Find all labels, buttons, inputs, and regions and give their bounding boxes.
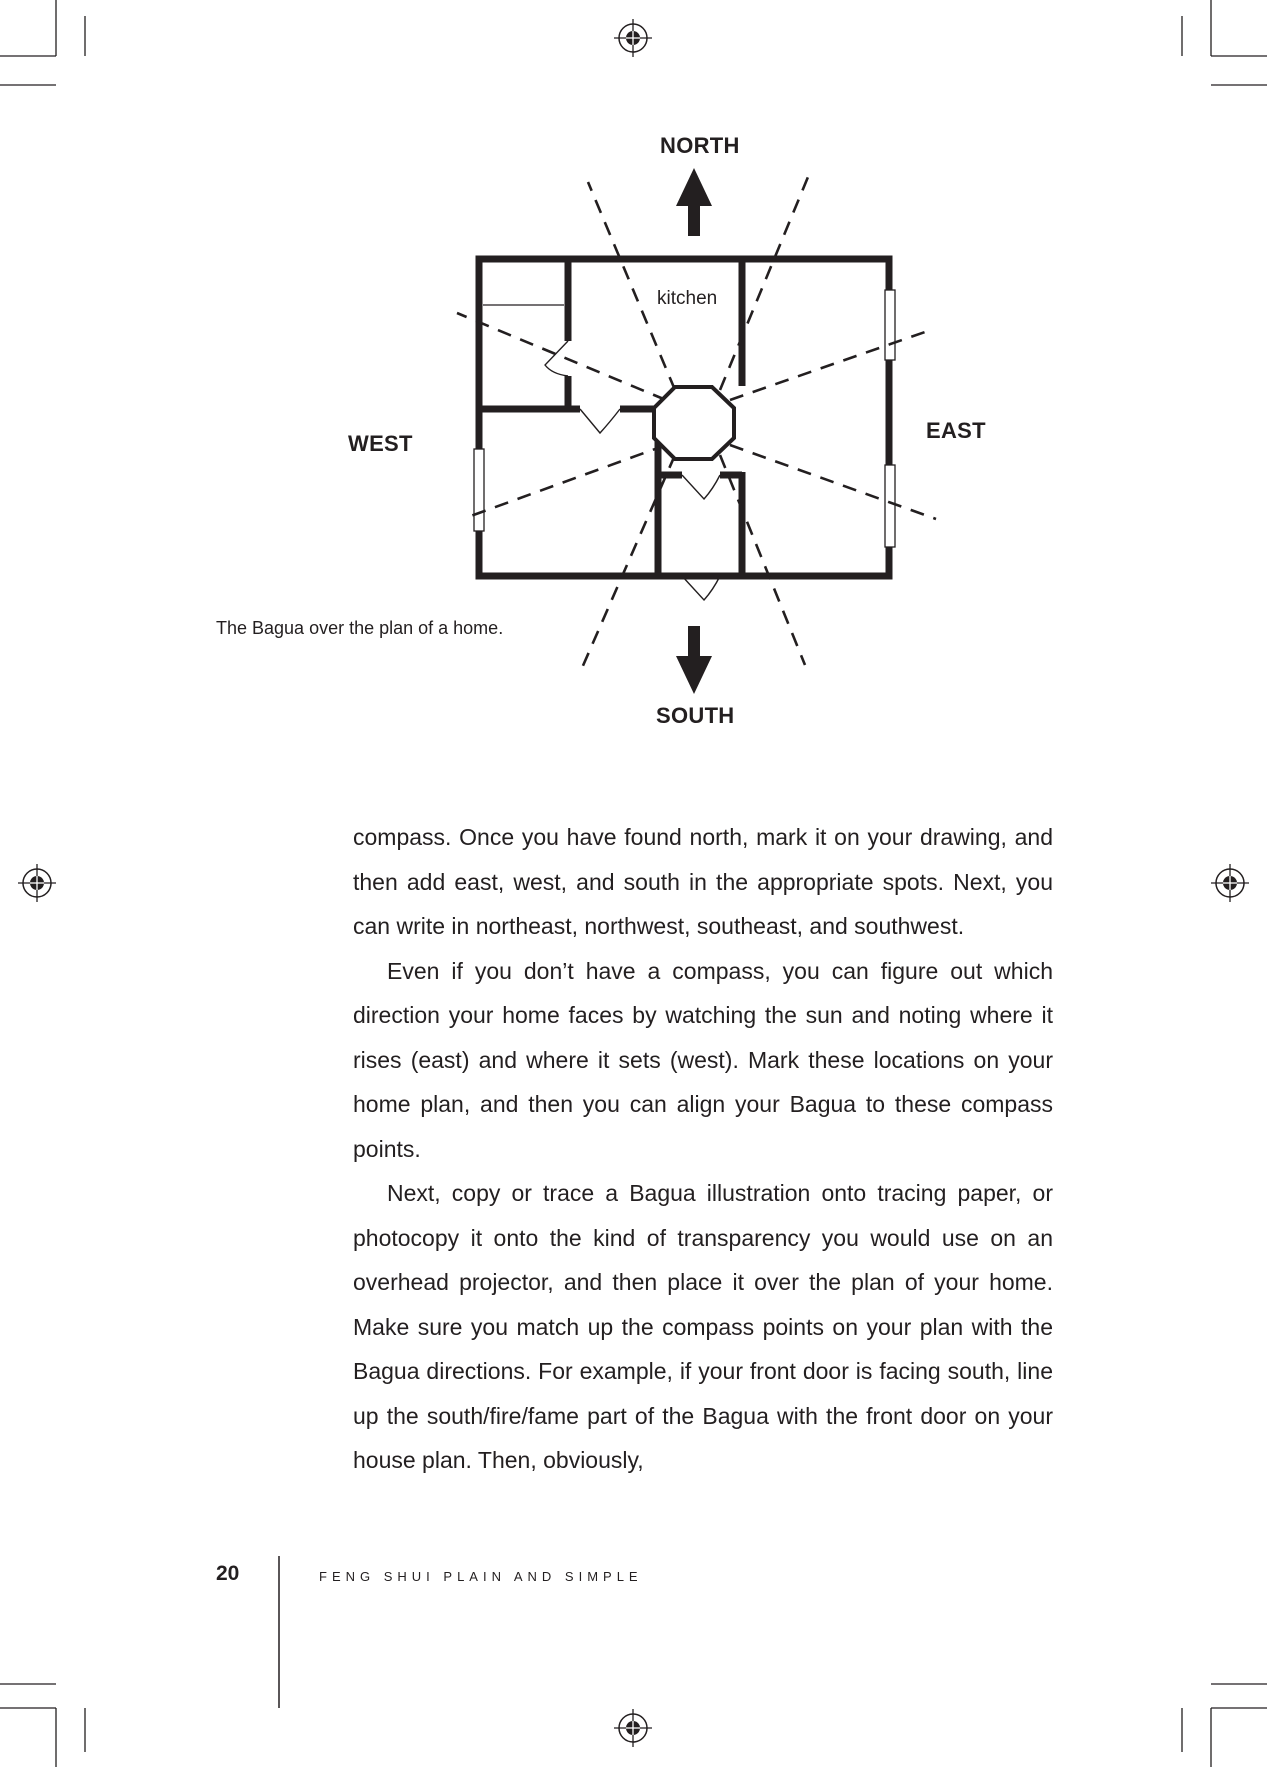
bagua-line [730,332,925,400]
bagua-octagon [654,387,734,459]
door-swing [682,576,720,600]
south-label: SOUTH [656,703,735,728]
north-label: NORTH [660,133,740,158]
bagua-line [468,445,666,517]
bagua-line [457,313,666,400]
paragraph: Even if you don’t have a compass, you can figure out which direction your home faces by watching the sun and noting where it rises (east) and where it sets (west). Mark these locations on your home plan, and then you can align your Bagua to these compass points. [353,957,1053,1162]
window-east-lower [885,465,895,547]
door-swing [682,475,720,499]
page-number: 20 [216,1562,240,1585]
bagua-line [720,455,805,665]
paragraph: Next, copy or trace a Bagua illustration onto tracing paper, or photocopy it onto the kind of transparency you would use on an overhead projector, and then place it over the plan of your home. Make sure you match up the compass points on your plan with the Bagua directions. For example, if your front door is facing south, line up the south/fire/fame part of the Bagua with the front door on your house plan. Then, obviously, [353,1180,1053,1473]
bagua-line [730,445,936,519]
running-head: FENG SHUI PLAIN AND SIMPLE [319,1569,643,1584]
body-text [353,815,1053,1483]
east-label: EAST [926,418,986,443]
north-arrow-icon [676,168,712,236]
window-west [474,449,484,531]
room-label-kitchen: kitchen [657,288,718,309]
figure-caption: The Bagua over the plan of a home. [216,618,504,638]
paragraph: compass. Once you have found north, mark it on your drawing, and then add east, west, and south in the appropriate spots. Next, you can write in northeast, northwest, southeast, and southwest. [353,824,1053,939]
west-label: WEST [348,431,413,456]
bagua-line [720,177,808,390]
door-swing [580,409,620,433]
window-east-upper [885,290,895,360]
south-arrow-icon [676,626,712,694]
bagua-line [588,182,675,390]
